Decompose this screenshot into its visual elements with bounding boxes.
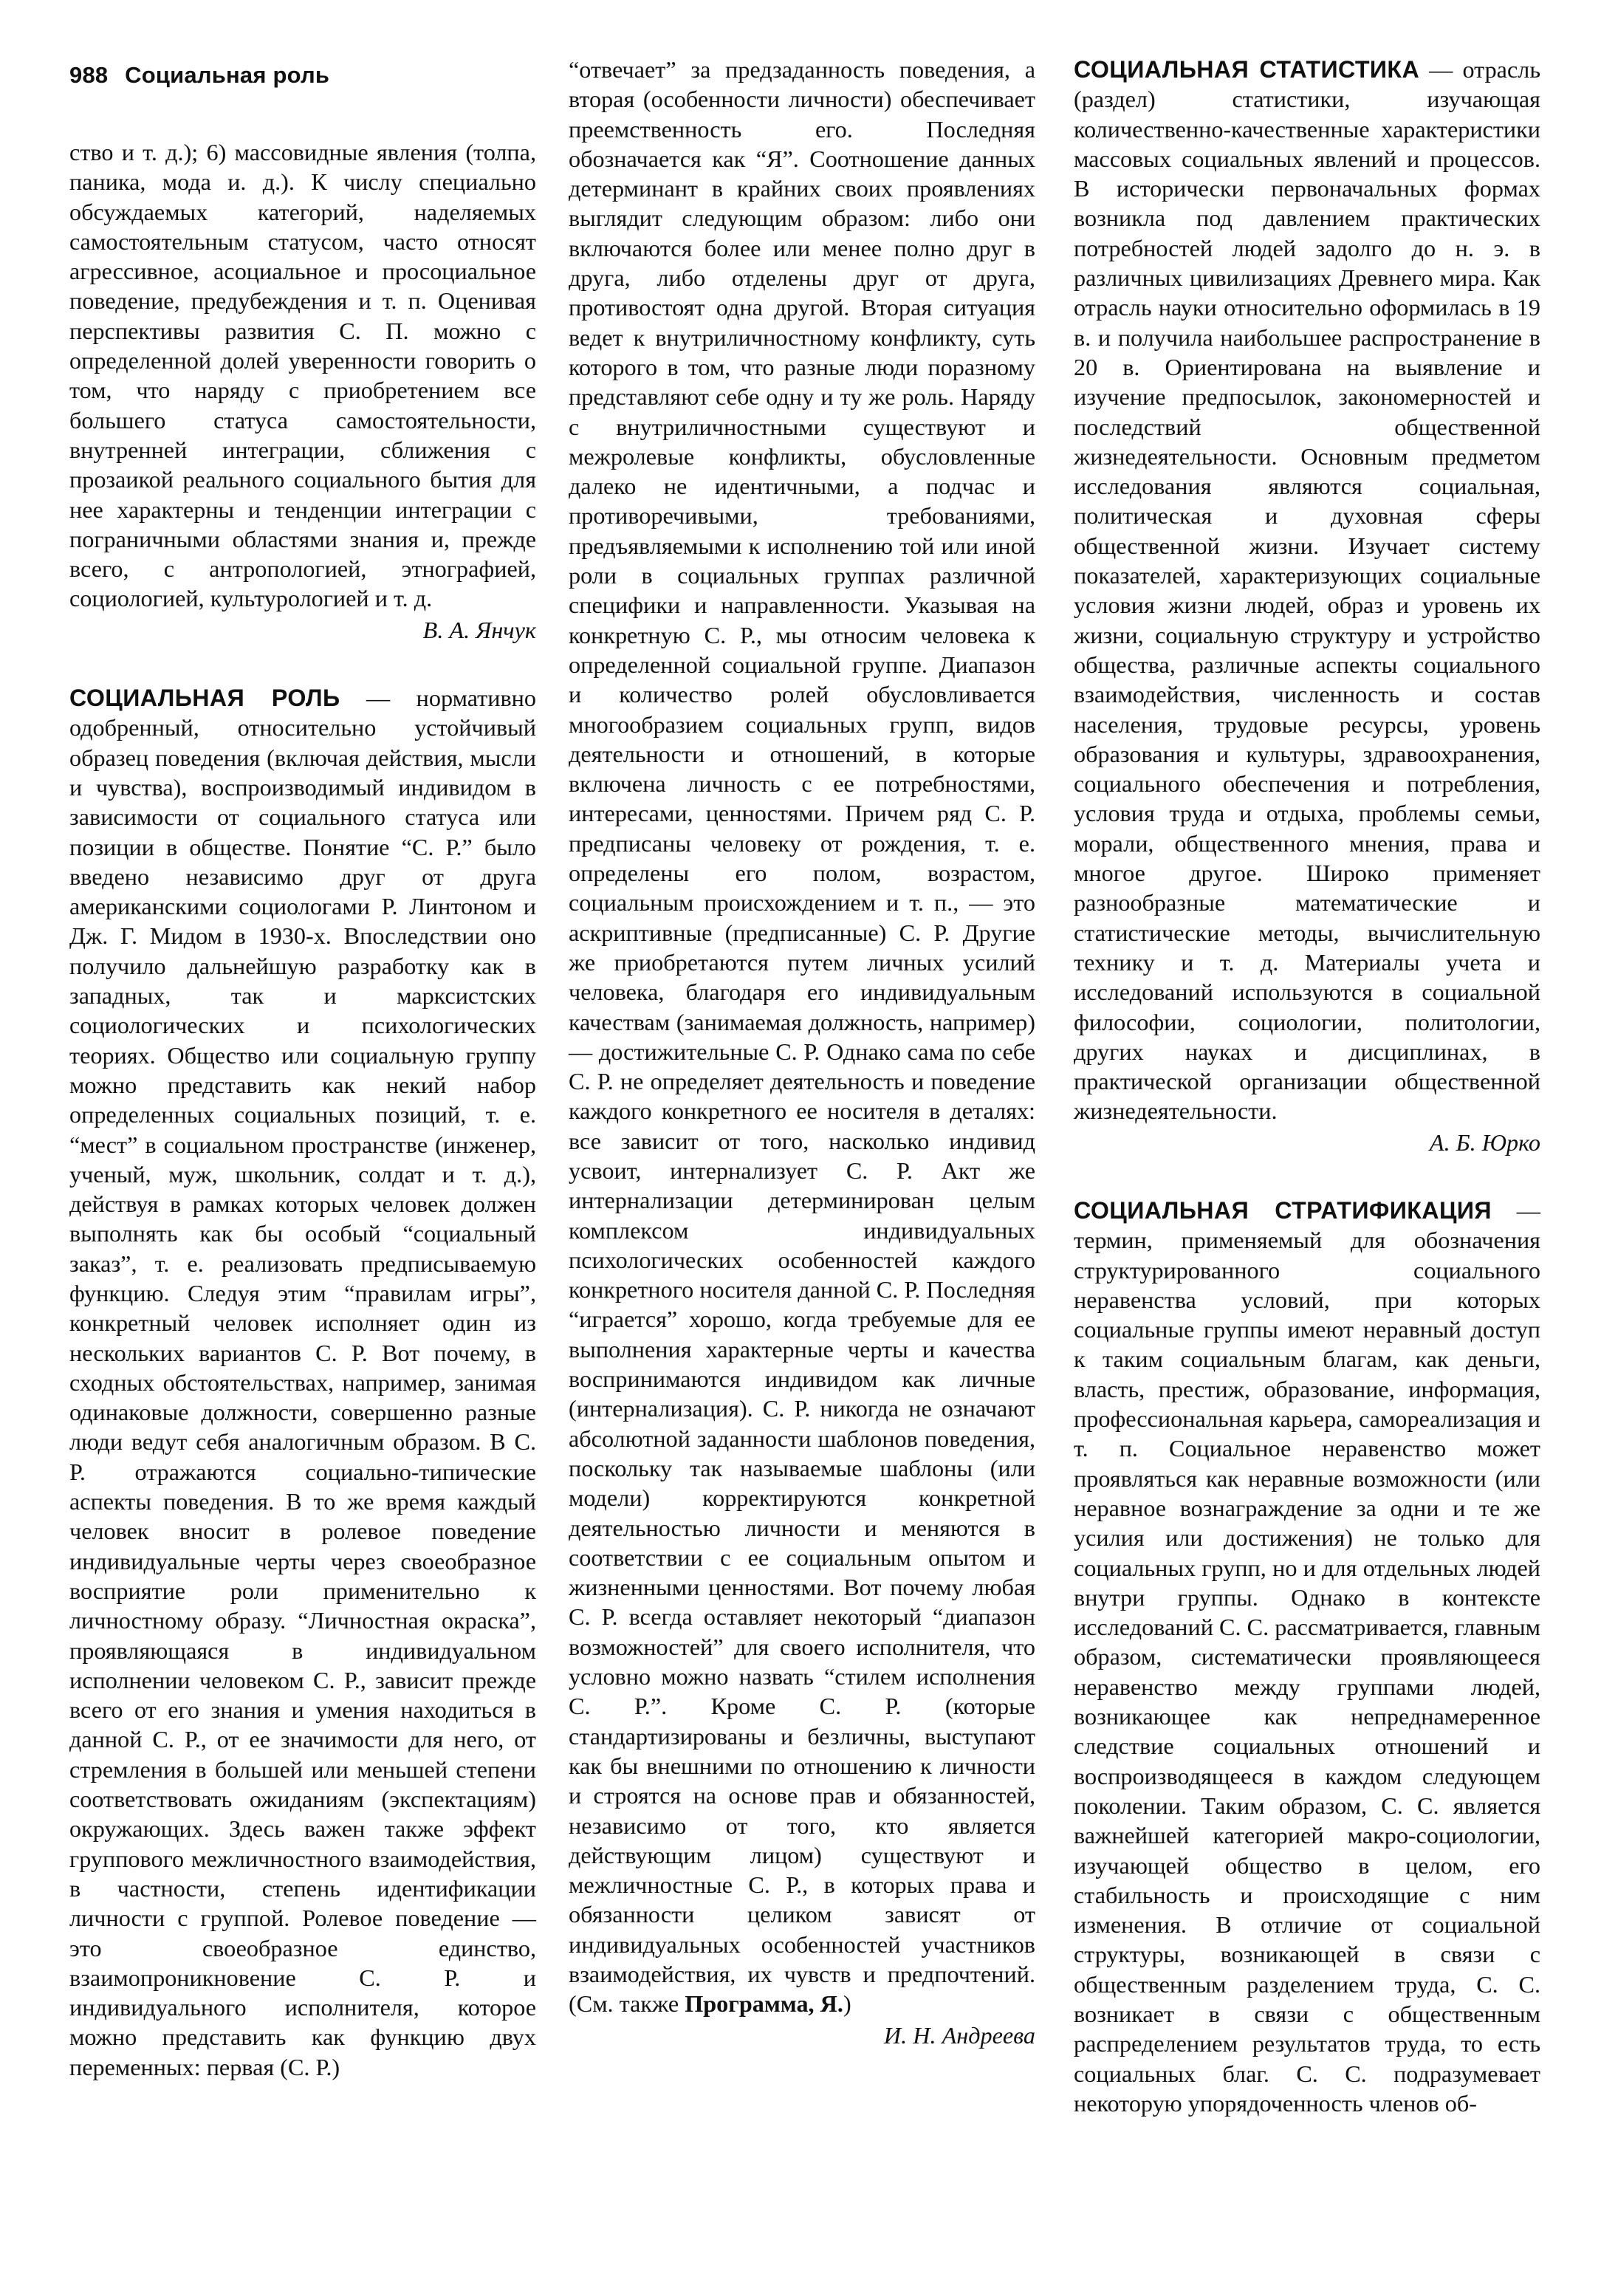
entry-social-role-continued (569, 55, 1035, 2019)
entry-body-social-role-part2: “отвечает” за предзаданность поведения, а вторая (особенности личности) обеспечивает преемственность его. Последняя обозначается как “Я”. Соотношение данных детерминант в крайних своих проявлениях выглядит следующим образом: либо они включаются более или менее полно друг в друга, либо отделены друг от друга, противостоят одна другой. Вторая ситуация ведет к внутриличностному конфликту, суть которого в том, что разные люди поразному представляют себе одну и ту же роль. Наряду с внутриличностными существуют и межролевые конфликты, обусловленные далеко не идентичными, а подчас и противоречивыми, требованиями, предъявляемыми к исполнению той или иной роли в социальных группах различной специфики и направленности. Указывая на конкретную С. Р., мы относим человека к определенной социальной группе. Диапазон и количество ролей обусловливается многообразием социальных групп, видов деятельности и отношений, в которые включена личность с ее потребностями, интересами, ценностями. Причем ряд С. Р. предписаны человеку от рождения, т. е. определены его полом, возрастом, социальным происхождением и т. п., — это аскриптивные (предписанные) С. Р. Другие же приобретаются путем личных усилий человека, благодаря его индивидуальным качествам (занимаемая должность, например) — достижительные С. Р. Однако сама по себе С. Р. не определяет деятельность и поведение каждого конкретного ее носителя в деталях: все зависит от того, насколько индивид усвоит, интернализует С. Р. Акт же интернализации детерминирован целым комплексом индивидуальных психологических особенностей каждого конкретного носителя данной С. Р. Последняя “играется” хорошо, когда требуемые для ее выполнения характерные черты и качества воспринимаются индивидом как личные (интернализация). С. Р. никогда не означают абсолютной заданности шаблонов поведения, поскольку так называемые шаблоны (или модели) корректируются конкретной деятельностью личности и меняются в соответствии с ее социальным опытом и жизненными ценностями. Вот почему любая С. Р. всегда оставляет некоторый “диапазон возможностей” для своего исполнителя, что условно можно назвать “стилем исполнения С. Р.”. Кроме С. Р. (которые стандартизированы и безличны, выступают как бы внешними по отношению к личности и строятся на основе прав и обязанностей, независимо от того, кто является действующим лицом) существуют и межличностные С. Р., в которых права и обязанности целиком зависят от индивидуальных особенностей участников взаимодействия, их чувств и предпочтений. (См. также (569, 56, 1035, 2018)
social-role-author: И. Н. Андреева (883, 2021, 1035, 2049)
entry-social-stratification (1074, 1196, 1540, 2118)
entry-gap (69, 645, 536, 683)
entry-gap (1074, 1157, 1540, 1196)
entry-term-social-statistics: СОЦИАЛЬНАЯ СТАТИСТИКА (1074, 56, 1420, 83)
column-3 (1074, 55, 1540, 2118)
running-header (69, 62, 329, 89)
entry-body-social-stratification: — термин, применяемый для обозначения структурированного социального неравенства условий, при которых социальные группы имеют неравный доступ к таким социальным благам, как деньги, власть, престиж, образование, информация, профессиональная карьера, самореализация и т. п. Социальное неравенство может проявляться как неравные возможности (или неравное вознаграждение за одни и те же усилия или достижения) не только для социальных групп, но и для отдельных людей внутри группы. Однако в контексте исследований С. С. рассматривается, главным образом, систематически проявляющееся неравенство между группами людей, возникающее как непреднамеренное следствие социальных отношений и воспроизводящееся в каждом следующем поколении. Таким образом, С. С. является важнейшей категорией макро-социологии, изучающей общество в целом, его стабильность и происходящие с ним изменения. В отличие от социальной структуры, возникающей в связи с общественным разделением труда, С. С. возникает в связи с общественным распределением результатов труда, то есть социальных благ. С. С. подразумевает некоторую упорядоченность членов об- (1074, 1196, 1540, 2117)
continuation-author: В. А. Янчук (422, 616, 536, 643)
entry-term-social-role: СОЦИАЛЬНАЯ РОЛЬ (69, 685, 340, 712)
column-1 (69, 137, 536, 2082)
page-number: 988 (69, 62, 109, 88)
column-2 (569, 55, 1035, 2050)
entry-social-statistics (1074, 55, 1540, 1126)
entry-body-social-role-part1: — нормативно одобренный, относительно устойчивый образец поведения (включая действия, мысли и чувства), воспроизводимый индивидом в зависимости от социального статуса или позиции в обществе. Понятие “С. Р.” было введено независимо друг от друга американскими социологами Р. Линтоном и Дж. Г. Мидом в 1930-х. Впоследствии оно получило дальнейшую разработку как в западных, так и марксистских социологических и психологических теориях. Общество или социальную группу можно представить как некий набор определенных социальных позиций, т. е. “мест” в социальном пространстве (инженер, ученый, муж, школьник, солдат и т. д.), действуя в рамках которых человек должен выполнять как бы особый “социальный заказ”, т. е. реализовать предписываемую функцию. Следуя этим “правилам игры”, конкретный человек исполняет один из нескольких вариантов С. Р. Вот почему, в сходных обстоятельствах, например, занимая одинаковые должности, совершенно разные люди ведут себя аналогичным образом. В С. Р. отражаются социально-типические аспекты поведения. В то же время каждый человек вносит в ролевое поведение индивидуальные черты через своеобразное восприятие роли применительно к личностному образу. “Личностная окраска”, проявляющаяся в индивидуальном исполнении человеком С. Р., зависит прежде всего от его знания и умения находиться в данной С. Р., от ее значимости для него, от стремления в большей или меньшей степени соответствовать ожиданиям (экспектациям) окружающих. Здесь важен также эффект группового межличностного взаимодействия, в частности, степень идентификации личности с группой. Ролевое поведение — это своеобразное единство, взаимопроникновение С. Р. и индивидуального исполнителя, которое можно представить как функцию двух переменных: первая (С. Р.) (69, 685, 536, 2080)
social-statistics-author: А. Б. Юрко (1429, 1128, 1540, 1156)
continuation-paragraph: ство и т. д.); 6) массовидные явления (толпа, паника, мода и. д.). К числу специально обсуждаемых категорий, наделяемых самостоятельным статусом, часто относят агрессивное, асоциальное и просоциальное поведение, предубеждения и т. п. Оценивая перспективы развития С. П. можно с определенной долей уверенности говорить о том, что наряду с приобретением все большего статуса самостоятельности, внутренней интеграции, сближения с прозаикой реального социального бытия для нее характерны и тенденции интеграции с пограничными областями знания и, прежде всего, с антропологией, этнографией, социологией, культурологией и т. д. (69, 139, 536, 612)
entry-term-social-stratification: СОЦИАЛЬНАЯ СТРАТИФИКАЦИЯ (1074, 1196, 1492, 1224)
cross-reference: Программа, Я. (685, 1990, 843, 2018)
entry-social-role (69, 683, 536, 2082)
running-title: Социальная роль (125, 62, 330, 88)
entry-body-social-statistics: — отрасль (раздел) статистики, изучающая количественно-качественные характеристики массовых социальных явлений и процессов. В исторически первоначальных формах возникла под давлением практических потребностей людей задолго до н. э. в различных цивилизациях Древнего мира. Как отрасль науки относительно оформилась в 19 в. и получила наибольшее распространение в 20 в. Ориентирована на выявление и изучение предпосылок, закономерностей и последствий общественной жизнедеятельности. Основным предметом исследования являются социальная, политическая и духовная сферы общественной жизни. Изучает систему показателей, характеризующих социальные условия жизни людей, образ и уровень их жизни, социальную структуру и устройство общества, различные аспекты социального взаимодействия, численность и состав населения, трудовые ресурсы, уровень образования и культуры, здравоохранения, социального обеспечения и потребления, условия труда и отдыха, проблемы семьи, морали, общественного мнения, права и многое другое. Широко применяет разнообразные математические и статистические методы, вычислительную технику и т. д. Материалы учета и исследований используются в социальной философии, социологии, политологии, других науках и дисциплинах, в практической организации общественной жизнедеятельности. (1074, 56, 1540, 1125)
cross-reference-close: ) (843, 1990, 851, 2018)
